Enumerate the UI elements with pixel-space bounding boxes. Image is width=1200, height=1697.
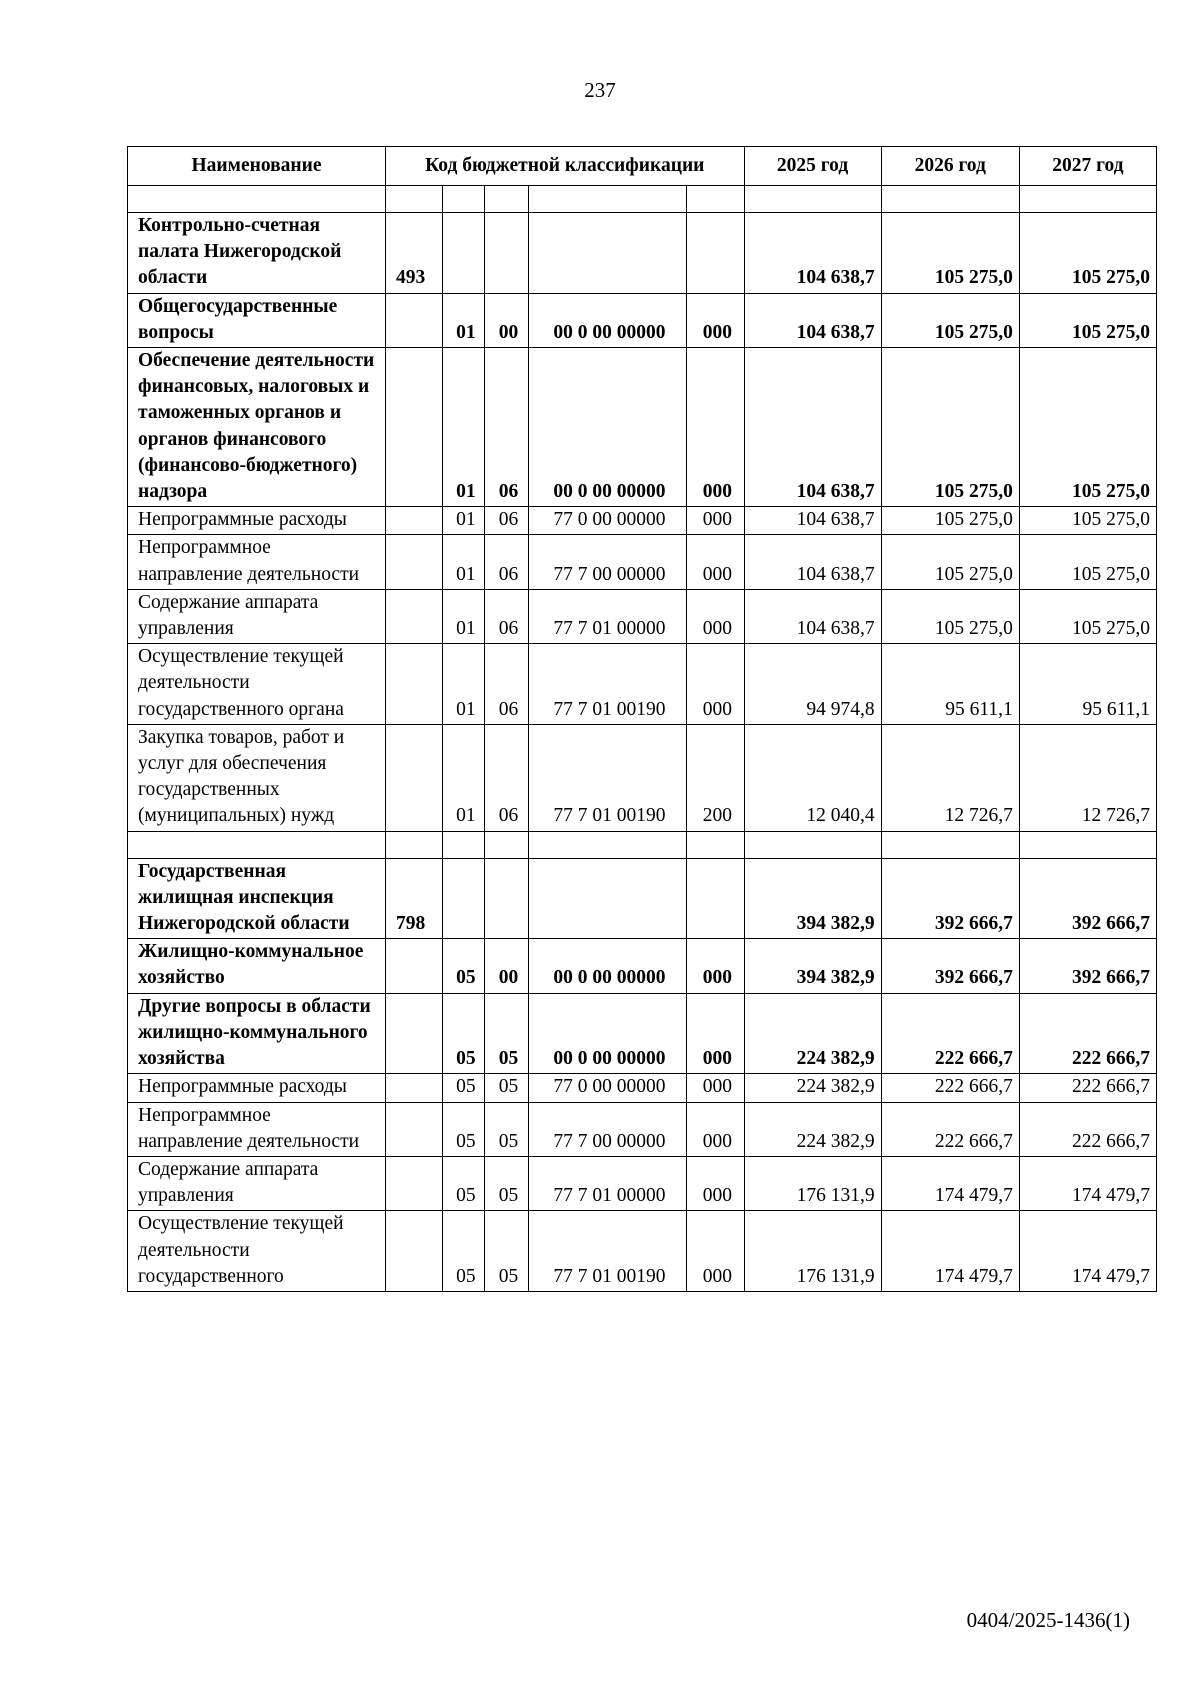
admin-code bbox=[386, 724, 443, 831]
row-name: Контрольно-счетная палата Нижегородской области bbox=[128, 213, 386, 294]
value-2027: 222 666,7 bbox=[1019, 1074, 1156, 1102]
target-code: 77 7 01 00190 bbox=[528, 1211, 687, 1292]
target-code: 77 7 01 00190 bbox=[528, 644, 687, 725]
value-2026: 105 275,0 bbox=[881, 213, 1019, 294]
section-code bbox=[443, 858, 485, 939]
table-row bbox=[128, 1156, 1157, 1210]
target-code: 00 0 00 00000 bbox=[528, 939, 687, 993]
value-2025: 176 131,9 bbox=[744, 1156, 881, 1210]
section-code: 05 bbox=[443, 1211, 485, 1292]
row-name: Непрограммное направление деятельности bbox=[128, 535, 386, 589]
section-code: 01 bbox=[443, 589, 485, 643]
table-row bbox=[128, 939, 1157, 993]
row-name: Другие вопросы в области жилищно-коммунального хозяйства bbox=[128, 993, 386, 1074]
expense-type-code: 000 bbox=[687, 293, 744, 347]
section-code: 01 bbox=[443, 293, 485, 347]
subsection-code: 05 bbox=[485, 1074, 528, 1102]
subsection-code: 06 bbox=[485, 589, 528, 643]
section-code: 05 bbox=[443, 1102, 485, 1156]
value-2025: 104 638,7 bbox=[744, 293, 881, 347]
expense-type-code: 000 bbox=[687, 507, 744, 535]
blank-row bbox=[128, 831, 1157, 858]
header-row bbox=[128, 147, 1157, 186]
value-2025: 94 974,8 bbox=[744, 644, 881, 725]
section-code: 01 bbox=[443, 507, 485, 535]
value-2026: 392 666,7 bbox=[881, 939, 1019, 993]
value-2026: 105 275,0 bbox=[881, 589, 1019, 643]
expense-type-code: 000 bbox=[687, 939, 744, 993]
budget-table bbox=[127, 146, 1157, 1292]
value-2027: 392 666,7 bbox=[1019, 858, 1156, 939]
admin-code: 493 bbox=[386, 213, 443, 294]
subsection-code: 06 bbox=[485, 348, 528, 507]
row-name: Жилищно-коммунальное хозяйство bbox=[128, 939, 386, 993]
table-body bbox=[128, 213, 1157, 1292]
row-name: Обеспечение деятельности финансовых, налоговых и таможенных органов и органов финансового (финансово-бюджетного) надзора bbox=[128, 348, 386, 507]
target-code: 77 7 00 00000 bbox=[528, 535, 687, 589]
header-name: Наименование bbox=[128, 147, 386, 186]
value-2026: 12 726,7 bbox=[881, 724, 1019, 831]
section-code: 01 bbox=[443, 535, 485, 589]
subsection-code: 06 bbox=[485, 507, 528, 535]
target-code: 77 7 01 00190 bbox=[528, 724, 687, 831]
expense-type-code bbox=[687, 858, 744, 939]
table-row bbox=[128, 507, 1157, 535]
target-code: 77 7 00 00000 bbox=[528, 1102, 687, 1156]
subsection-code bbox=[485, 858, 528, 939]
value-2025: 224 382,9 bbox=[744, 1102, 881, 1156]
table-row bbox=[128, 1102, 1157, 1156]
table-row bbox=[128, 1211, 1157, 1292]
value-2027: 95 611,1 bbox=[1019, 644, 1156, 725]
value-2025: 104 638,7 bbox=[744, 589, 881, 643]
header-2027: 2027 год bbox=[1019, 147, 1156, 186]
table-row bbox=[128, 535, 1157, 589]
document-code: 0404/2025-1436(1) bbox=[966, 1608, 1130, 1632]
value-2027: 105 275,0 bbox=[1019, 535, 1156, 589]
page-number: 237 bbox=[584, 78, 616, 102]
value-2026: 105 275,0 bbox=[881, 348, 1019, 507]
expense-type-code: 000 bbox=[687, 535, 744, 589]
table-row bbox=[128, 724, 1157, 831]
value-2027: 12 726,7 bbox=[1019, 724, 1156, 831]
value-2027: 174 479,7 bbox=[1019, 1156, 1156, 1210]
row-name: Непрограммные расходы bbox=[128, 1074, 386, 1102]
expense-type-code: 000 bbox=[687, 1211, 744, 1292]
row-name: Государственная жилищная инспекция Нижегородской области bbox=[128, 858, 386, 939]
target-code: 77 0 00 00000 bbox=[528, 1074, 687, 1102]
table-row bbox=[128, 1074, 1157, 1102]
admin-code bbox=[386, 1156, 443, 1210]
expense-type-code: 000 bbox=[687, 644, 744, 725]
subsection-code: 00 bbox=[485, 293, 528, 347]
expense-type-code: 000 bbox=[687, 993, 744, 1074]
admin-code bbox=[386, 348, 443, 507]
value-2026: 222 666,7 bbox=[881, 1102, 1019, 1156]
value-2027: 105 275,0 bbox=[1019, 293, 1156, 347]
row-name: Осуществление текущей деятельности государственного органа bbox=[128, 644, 386, 725]
value-2027: 105 275,0 bbox=[1019, 507, 1156, 535]
table-row bbox=[128, 213, 1157, 294]
value-2027: 174 479,7 bbox=[1019, 1211, 1156, 1292]
expense-type-code bbox=[687, 213, 744, 294]
expense-type-code: 000 bbox=[687, 589, 744, 643]
row-name: Закупка товаров, работ и услуг для обеспечения государственных (муниципальных) нужд bbox=[128, 724, 386, 831]
section-code: 05 bbox=[443, 939, 485, 993]
value-2025: 104 638,7 bbox=[744, 535, 881, 589]
value-2027: 105 275,0 bbox=[1019, 589, 1156, 643]
target-code bbox=[528, 213, 687, 294]
target-code: 00 0 00 00000 bbox=[528, 993, 687, 1074]
value-2026: 105 275,0 bbox=[881, 535, 1019, 589]
value-2025: 394 382,9 bbox=[744, 858, 881, 939]
value-2027: 105 275,0 bbox=[1019, 213, 1156, 294]
row-name: Общегосударственные вопросы bbox=[128, 293, 386, 347]
admin-code bbox=[386, 589, 443, 643]
header-code: Код бюджетной классификации bbox=[386, 147, 744, 186]
admin-code bbox=[386, 993, 443, 1074]
value-2025: 104 638,7 bbox=[744, 348, 881, 507]
subsection-code bbox=[485, 213, 528, 294]
target-code: 00 0 00 00000 bbox=[528, 348, 687, 507]
row-name: Непрограммные расходы bbox=[128, 507, 386, 535]
value-2027: 222 666,7 bbox=[1019, 1102, 1156, 1156]
table-row bbox=[128, 644, 1157, 725]
value-2026: 95 611,1 bbox=[881, 644, 1019, 725]
expense-type-code: 000 bbox=[687, 1102, 744, 1156]
row-name: Непрограммное направление деятельности bbox=[128, 1102, 386, 1156]
value-2027: 105 275,0 bbox=[1019, 348, 1156, 507]
admin-code bbox=[386, 1211, 443, 1292]
admin-code bbox=[386, 1074, 443, 1102]
value-2027: 222 666,7 bbox=[1019, 993, 1156, 1074]
table-row bbox=[128, 993, 1157, 1074]
table-row bbox=[128, 293, 1157, 347]
target-code: 77 7 01 00000 bbox=[528, 589, 687, 643]
section-code: 01 bbox=[443, 724, 485, 831]
value-2025: 224 382,9 bbox=[744, 1074, 881, 1102]
subsection-code: 06 bbox=[485, 535, 528, 589]
value-2026: 222 666,7 bbox=[881, 1074, 1019, 1102]
subsection-code: 05 bbox=[485, 1156, 528, 1210]
admin-code: 798 bbox=[386, 858, 443, 939]
table-row bbox=[128, 589, 1157, 643]
value-2025: 12 040,4 bbox=[744, 724, 881, 831]
expense-type-code: 200 bbox=[687, 724, 744, 831]
value-2026: 222 666,7 bbox=[881, 993, 1019, 1074]
expense-type-code: 000 bbox=[687, 1156, 744, 1210]
section-code: 01 bbox=[443, 644, 485, 725]
row-name: Осуществление текущей деятельности государственного bbox=[128, 1211, 386, 1292]
admin-code bbox=[386, 293, 443, 347]
subsection-code: 00 bbox=[485, 939, 528, 993]
section-code bbox=[443, 213, 485, 294]
table-row bbox=[128, 858, 1157, 939]
target-code bbox=[528, 858, 687, 939]
admin-code bbox=[386, 939, 443, 993]
value-2025: 104 638,7 bbox=[744, 213, 881, 294]
value-2025: 224 382,9 bbox=[744, 993, 881, 1074]
table-row bbox=[128, 348, 1157, 507]
header-2025: 2025 год bbox=[744, 147, 881, 186]
value-2025: 176 131,9 bbox=[744, 1211, 881, 1292]
admin-code bbox=[386, 644, 443, 725]
section-code: 01 bbox=[443, 348, 485, 507]
target-code: 77 0 00 00000 bbox=[528, 507, 687, 535]
value-2026: 392 666,7 bbox=[881, 858, 1019, 939]
subsection-code: 05 bbox=[485, 1211, 528, 1292]
section-code: 05 bbox=[443, 1074, 485, 1102]
section-code: 05 bbox=[443, 993, 485, 1074]
subsection-code: 05 bbox=[485, 993, 528, 1074]
value-2026: 174 479,7 bbox=[881, 1211, 1019, 1292]
value-2026: 174 479,7 bbox=[881, 1156, 1019, 1210]
value-2027: 392 666,7 bbox=[1019, 939, 1156, 993]
row-name: Содержание аппарата управления bbox=[128, 1156, 386, 1210]
target-code: 77 7 01 00000 bbox=[528, 1156, 687, 1210]
admin-code bbox=[386, 1102, 443, 1156]
target-code: 00 0 00 00000 bbox=[528, 293, 687, 347]
value-2026: 105 275,0 bbox=[881, 507, 1019, 535]
admin-code bbox=[386, 535, 443, 589]
row-name: Содержание аппарата управления bbox=[128, 589, 386, 643]
admin-code bbox=[386, 507, 443, 535]
value-2026: 105 275,0 bbox=[881, 293, 1019, 347]
section-code: 05 bbox=[443, 1156, 485, 1210]
value-2025: 104 638,7 bbox=[744, 507, 881, 535]
subsection-code: 06 bbox=[485, 644, 528, 725]
value-2025: 394 382,9 bbox=[744, 939, 881, 993]
subsection-code: 06 bbox=[485, 724, 528, 831]
expense-type-code: 000 bbox=[687, 348, 744, 507]
subsection-code: 05 bbox=[485, 1102, 528, 1156]
blank-row bbox=[128, 186, 1157, 213]
header-2026: 2026 год bbox=[881, 147, 1019, 186]
expense-type-code: 000 bbox=[687, 1074, 744, 1102]
